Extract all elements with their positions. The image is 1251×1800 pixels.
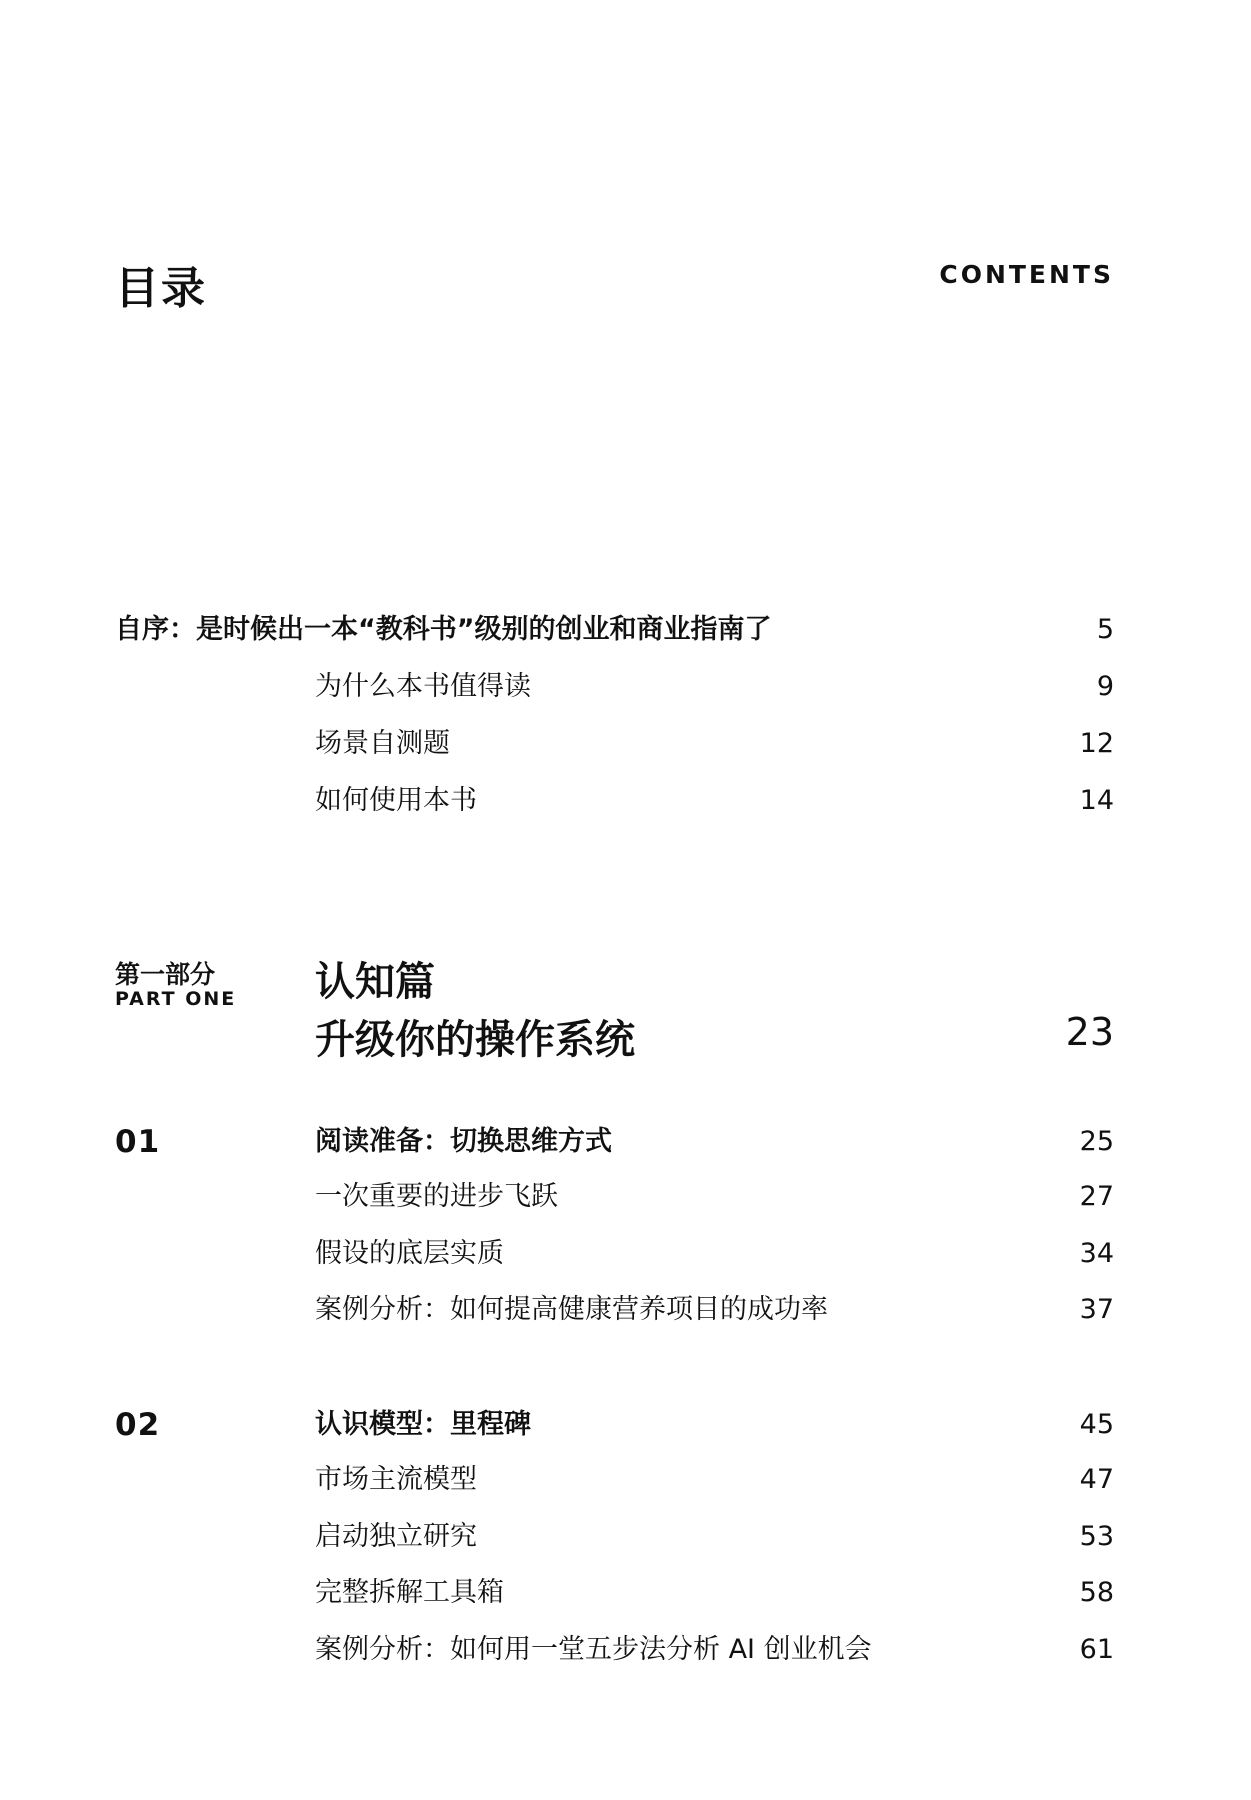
- part-page: 23: [1065, 1010, 1114, 1054]
- toc-entry-label: 阅读准备：切换思维方式: [315, 1126, 612, 1157]
- part-subtitle[interactable]: 升级你的操作系统: [315, 1017, 635, 1063]
- toc-entry-page: 12: [1079, 728, 1114, 759]
- toc-entry-chapter[interactable]: [0, 1403, 1251, 1447]
- toc-entry-page: 53: [1079, 1521, 1114, 1552]
- toc-entry-page: 9: [1096, 671, 1114, 702]
- toc-entry-label: 自序：是时候出一本“教科书”级别的创业和商业指南了: [115, 614, 772, 645]
- toc-entry-preface[interactable]: [0, 608, 1251, 652]
- toc-entry[interactable]: [0, 1458, 1251, 1502]
- toc-entry-label: 一次重要的进步飞跃: [315, 1181, 558, 1212]
- toc-entry[interactable]: [0, 1571, 1251, 1615]
- chapter-number: 02: [115, 1407, 161, 1443]
- toc-entry-label: 如何使用本书: [315, 785, 477, 816]
- toc-entry-page: 45: [1079, 1409, 1114, 1440]
- toc-entry-label: 为什么本书值得读: [315, 671, 531, 702]
- toc-entry[interactable]: [0, 1515, 1251, 1559]
- part-label: 第一部分: [115, 960, 216, 989]
- toc-entry-label: 案例分析：如何用一堂五步法分析 AI 创业机会: [315, 1634, 872, 1665]
- toc-entry-label: 认识模型：里程碑: [315, 1409, 531, 1440]
- part-label-english: PART ONE: [115, 988, 237, 1010]
- toc-entry-page: 25: [1079, 1126, 1114, 1157]
- chapter-number: 01: [115, 1124, 161, 1160]
- toc-entry-page: 47: [1079, 1464, 1114, 1495]
- page-title-english: CONTENTS: [939, 260, 1114, 289]
- toc-entry[interactable]: [0, 1288, 1251, 1332]
- toc-entry-page: 61: [1079, 1634, 1114, 1665]
- toc-entry-page: 58: [1079, 1577, 1114, 1608]
- toc-entry[interactable]: [0, 779, 1251, 823]
- toc-entry-page: 34: [1079, 1238, 1114, 1269]
- toc-entry-page: 5: [1096, 614, 1114, 645]
- toc-entry-label: 完整拆解工具箱: [315, 1577, 504, 1608]
- toc-entry-page: 14: [1079, 785, 1114, 816]
- toc-entry-label: 启动独立研究: [315, 1521, 477, 1552]
- part-title[interactable]: 认知篇: [315, 959, 435, 1005]
- toc-entry-page: 27: [1079, 1181, 1114, 1212]
- toc-entry-page: 37: [1079, 1294, 1114, 1325]
- toc-entry[interactable]: [0, 665, 1251, 709]
- toc-entry-label: 案例分析：如何提高健康营养项目的成功率: [315, 1294, 828, 1325]
- toc-entry[interactable]: [0, 1175, 1251, 1219]
- toc-entry[interactable]: [0, 1232, 1251, 1276]
- toc-entry[interactable]: [0, 1628, 1251, 1672]
- page-title: 目录: [115, 263, 207, 314]
- toc-entry[interactable]: [0, 722, 1251, 766]
- toc-entry-label: 场景自测题: [315, 728, 450, 759]
- toc-entry-label: 假设的底层实质: [315, 1238, 504, 1269]
- toc-entry-chapter[interactable]: [0, 1120, 1251, 1164]
- toc-entry-label: 市场主流模型: [315, 1464, 477, 1495]
